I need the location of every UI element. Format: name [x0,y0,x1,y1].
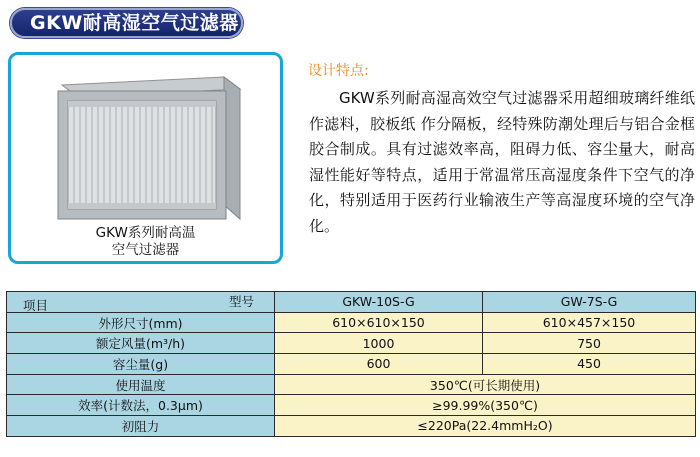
model-header-1: GKW-10S-G [275,292,483,313]
photo-caption-line1: GKW系列耐高温 [95,225,196,241]
table-row [7,416,696,437]
header-item-label: 项目 [23,298,49,313]
filter-photo [48,69,248,234]
row-value: 610×610×150 [275,312,483,333]
row-merged-value: ≤220Pa(22.4mmH₂O) [275,416,696,437]
table-header-row [7,292,696,313]
table-row [7,374,696,395]
row-label: 效率(计数法，0.3μm) [7,395,275,416]
row-value: 450 [483,354,696,375]
row-value: 750 [483,333,696,354]
table-row [7,333,696,354]
spec-table [6,291,696,437]
row-label: 容尘量(g) [7,354,275,375]
table-row [7,354,696,375]
row-label: 初阻力 [7,416,275,437]
table-row [7,395,696,416]
photo-caption-line2: 空气过滤器 [111,242,180,258]
row-value: 1000 [275,333,483,354]
page-title: GKW耐高湿空气过滤器 [10,8,243,38]
row-merged-value: 350℃(可长期使用) [275,374,696,395]
features-heading: 设计特点: [308,63,369,79]
row-value: 600 [275,354,483,375]
row-label: 使用温度 [7,374,275,395]
model-header-2: GW-7S-G [483,292,696,313]
row-value: 610×457×150 [483,312,696,333]
photo-caption [11,225,280,259]
row-label: 额定风量(m³/h) [7,333,275,354]
product-photo-panel [8,52,283,264]
header-model-label: 型号 [228,294,254,309]
table-corner-header [7,292,275,313]
row-merged-value: ≥99.99%(350℃) [275,395,696,416]
features-body: GKW系列耐高湿高效空气过滤器采用超细玻璃纤维纸作滤料，胶板纸 作分隔板，经特殊防潮处理后与铝合金框胶合制成。具有过滤效率高，阻碍力低、容尘量大，耐高湿性能好等特点，适用于常温常压高湿度条件下空气的净化，特别适用于医药行业输液生产等高湿度环境的空气净化。 [309,89,695,235]
table-row [7,312,696,333]
row-label: 外形尺寸(mm) [7,312,275,333]
